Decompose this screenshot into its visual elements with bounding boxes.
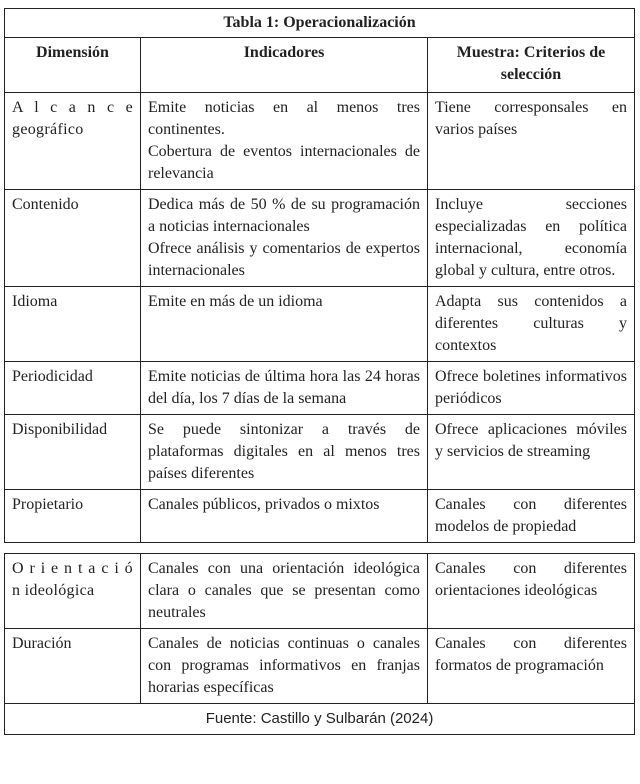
sample-cell: Tiene corresponsales en varios países: [428, 93, 635, 190]
table-row: [5, 287, 635, 362]
dimension-cell: Idioma: [5, 287, 141, 362]
table-row: [5, 190, 635, 287]
indicator-text: Emite noticias en al menos tres continentes.: [148, 99, 420, 138]
dimension-cell: Duración: [5, 629, 141, 704]
table-gap: [5, 543, 635, 554]
header-indicators: Indicadores: [141, 38, 428, 93]
indicators-cell: [141, 415, 428, 490]
indicator-text: Canales de noticias continuas o canales con programas informativos en franjas horarias específicas: [148, 635, 420, 696]
sample-cell: Canales con diferentes modelos de propiedad: [428, 490, 635, 543]
header-row: [5, 38, 635, 93]
header-dimension: Dimensión: [5, 38, 141, 93]
indicators-cell: [141, 287, 428, 362]
sample-cell: Incluye secciones especializadas en política internacional, economía global y cultura, entre otros.: [428, 190, 635, 287]
table-row: [5, 554, 635, 629]
sample-cell: Ofrece boletines informativos periódicos: [428, 362, 635, 415]
sample-cell: Ofrece aplicaciones móviles y servicios de streaming: [428, 415, 635, 490]
source-row: [5, 704, 635, 735]
dimension-cell: Contenido: [5, 190, 141, 287]
dimension-cell: A l c a n c e geográfico: [5, 93, 141, 190]
operacionalizacion-table: [4, 8, 635, 735]
indicators-cell: [141, 93, 428, 190]
table-row: [5, 490, 635, 543]
dimension-cell: O r i e n t a c i ó n ideológica: [5, 554, 141, 629]
indicator-text: Dedica más de 50 % de su programación a noticias internacionales: [148, 196, 420, 235]
sample-cell: Canales con diferentes formatos de programación: [428, 629, 635, 704]
table-row: [5, 362, 635, 415]
indicators-cell: [141, 629, 428, 704]
table-source: Fuente: Castillo y Sulbarán (2024): [5, 704, 635, 735]
dimension-cell: Disponibilidad: [5, 415, 141, 490]
indicators-cell: [141, 490, 428, 543]
indicator-text: Ofrece análisis y comentarios de expertos internacionales: [148, 240, 420, 279]
header-sample: Muestra: Criterios de selección: [428, 38, 635, 93]
indicator-text: Emite noticias de última hora las 24 horas del día, los 7 días de la semana: [148, 368, 420, 407]
dimension-cell: Periodicidad: [5, 362, 141, 415]
title-row: [5, 9, 635, 38]
table-row: [5, 415, 635, 490]
indicators-cell: [141, 362, 428, 415]
gap-cell: [5, 543, 635, 554]
table-row: [5, 93, 635, 190]
indicators-cell: [141, 554, 428, 629]
sample-cell: Canales con diferentes orientaciones ideológicas: [428, 554, 635, 629]
sample-cell: Adapta sus contenidos a diferentes culturas y contextos: [428, 287, 635, 362]
indicator-text: Se puede sintonizar a través de plataformas digitales en al menos tres países diferentes: [148, 421, 420, 482]
indicator-text: Canales públicos, privados o mixtos: [148, 496, 380, 513]
table-row: [5, 629, 635, 704]
indicator-text: Canales con una orientación ideológica clara o canales que se presentan como neutrales: [148, 560, 420, 621]
indicators-cell: [141, 190, 428, 287]
dimension-cell: Propietario: [5, 490, 141, 543]
indicator-text: Cobertura de eventos internacionales de relevancia: [148, 143, 420, 182]
table-title: Tabla 1: Operacionalización: [5, 9, 635, 38]
indicator-text: Emite en más de un idioma: [148, 293, 323, 310]
